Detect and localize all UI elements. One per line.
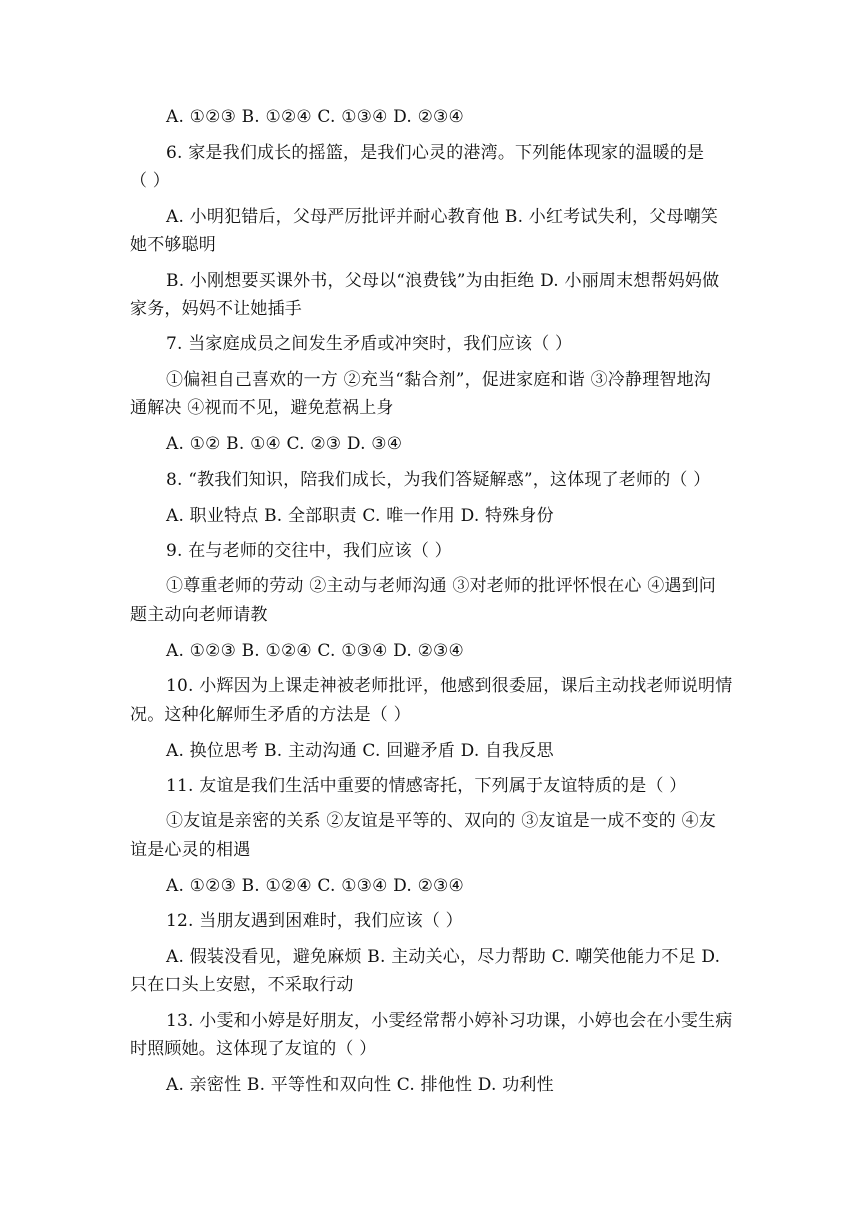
q6-option-cd: B. 小刚想要买课外书，父母以“浪费钱”为由拒绝 D. 小丽周末想帮妈妈做 bbox=[166, 271, 720, 291]
q9-options: A. ①②③ B. ①②④ C. ①③④ D. ②③④ bbox=[166, 641, 464, 661]
q6-stem-cont: （ ） bbox=[130, 171, 171, 191]
q10-options: A. 换位思考 B. 主动沟通 C. 回避矛盾 D. 自我反思 bbox=[166, 741, 554, 761]
q6-option-ab: A. 小明犯错后，父母严厉批评并耐心教育他 B. 小红考试失利，父母嘲笑 bbox=[166, 207, 718, 227]
q6-option-cd-cont: 家务，妈妈不让她插手 bbox=[130, 299, 302, 319]
q12-options: A. 假装没看见，避免麻烦 B. 主动关心，尽力帮助 C. 嘲笑他能力不足 D. bbox=[166, 947, 721, 967]
q7-statements-cont: 通解决 ④视而不见，避免惹祸上身 bbox=[130, 398, 394, 418]
q13-stem-cont: 时照顾她。这体现了友谊的（ ） bbox=[130, 1039, 377, 1059]
q9-statements: ①尊重老师的劳动 ②主动与老师沟通 ③对老师的批评怀恨在心 ④遇到问 bbox=[166, 576, 717, 596]
q8-options: A. 职业特点 B. 全部职责 C. 唯一作用 D. 特殊身份 bbox=[166, 506, 554, 526]
q6-stem: 6. 家是我们成长的摇篮，是我们心灵的港湾。下列能体现家的温暖的是 bbox=[166, 143, 705, 163]
q12-options-cont: 只在口头上安慰，不采取行动 bbox=[130, 975, 354, 995]
q7-options: A. ①② B. ①④ C. ②③ D. ③④ bbox=[166, 434, 403, 454]
q11-stem: 11. 友谊是我们生活中重要的情感寄托，下列属于友谊特质的是（ ） bbox=[166, 776, 687, 796]
q13-stem: 13. 小雯和小婷是好朋友，小雯经常帮小婷补习功课，小婷也会在小雯生病 bbox=[166, 1011, 733, 1031]
q11-statements: ①友谊是亲密的关系 ②友谊是平等的、双向的 ③友谊是一成不变的 ④友 bbox=[166, 811, 717, 831]
q7-statements: ①偏袒自己喜欢的一方 ②充当“黏合剂”，促进家庭和谐 ③冷静理智地沟 bbox=[166, 370, 711, 390]
q9-statements-cont: 题主动向老师请教 bbox=[130, 605, 268, 625]
q10-stem: 10. 小辉因为上课走神被老师批评，他感到很委屈，课后主动找老师说明情 bbox=[166, 676, 733, 696]
q10-stem-cont: 况。这种化解师生矛盾的方法是（ ） bbox=[130, 705, 411, 725]
q12-stem: 12. 当朋友遇到困难时，我们应该（ ） bbox=[166, 911, 463, 931]
q7-stem: 7. 当家庭成员之间发生矛盾或冲突时，我们应该（ ） bbox=[166, 334, 573, 354]
q8-stem: 8. “教我们知识，陪我们成长，为我们答疑解惑”，这体现了老师的（ ） bbox=[166, 470, 711, 490]
q6-option-ab-cont: 她不够聪明 bbox=[130, 235, 216, 255]
q13-options: A. 亲密性 B. 平等性和双向性 C. 排他性 D. 功利性 bbox=[166, 1075, 554, 1095]
q5-options: A. ①②③ B. ①②④ C. ①③④ D. ②③④ bbox=[166, 107, 464, 127]
q9-stem: 9. 在与老师的交往中，我们应该（ ） bbox=[166, 541, 452, 561]
q11-options: A. ①②③ B. ①②④ C. ①③④ D. ②③④ bbox=[166, 876, 464, 896]
q11-statements-cont: 谊是心灵的相遇 bbox=[130, 840, 251, 860]
